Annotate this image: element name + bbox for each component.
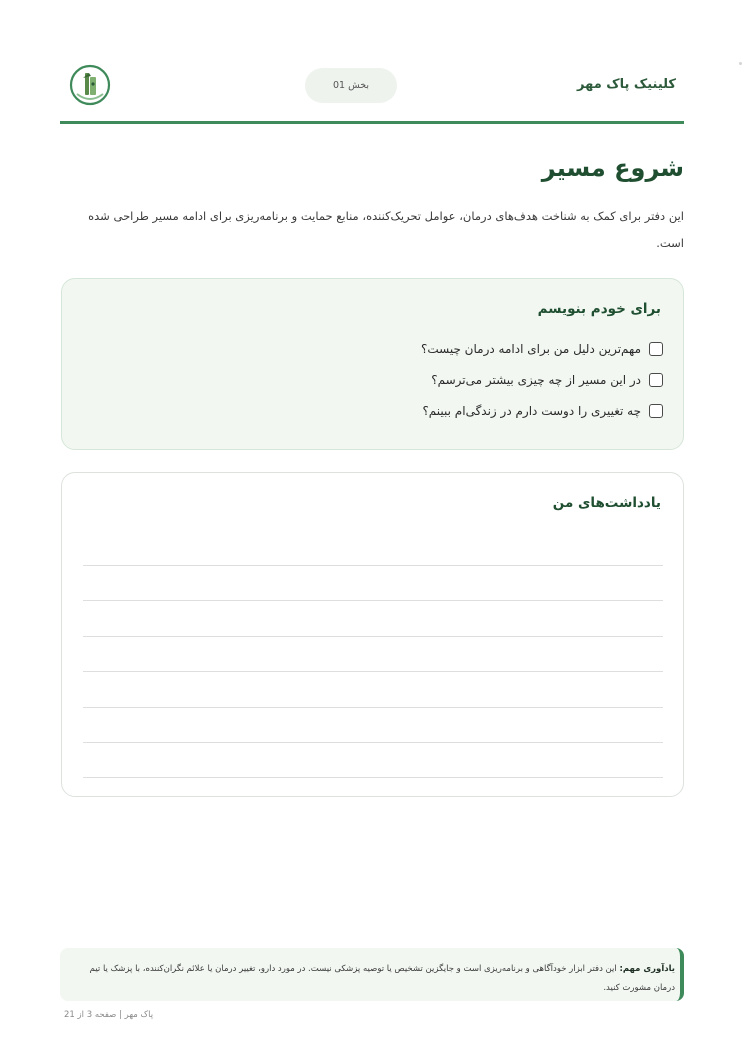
checkbox[interactable]	[649, 404, 663, 418]
reminder-box	[60, 948, 684, 1001]
corner-mark	[739, 62, 742, 65]
note-line[interactable]	[83, 777, 663, 778]
note-line[interactable]	[83, 600, 663, 601]
question-item[interactable]	[431, 370, 663, 390]
clinic-logo-icon	[69, 64, 111, 106]
section-badge: بخش 01	[305, 68, 397, 103]
note-line[interactable]	[83, 671, 663, 672]
question-text: مهم‌ترین دلیل من برای ادامه درمان چیست؟	[420, 342, 641, 356]
reminder-label: یادآوری مهم:	[619, 964, 675, 974]
notes-card-title: یادداشت‌های من	[552, 495, 661, 511]
question-item[interactable]	[421, 339, 663, 359]
self-card-title: برای خودم بنویسم	[537, 301, 661, 317]
page-footer: پاک مهر | صفحه 3 از 21	[64, 1010, 154, 1020]
note-line[interactable]	[83, 565, 663, 566]
reminder-text	[74, 960, 675, 998]
note-line[interactable]	[83, 707, 663, 708]
reminder-body: این دفتر ابزار خودآگاهی و برنامه‌ریزی است و جایگزین تشخیص یا توصیه پزشکی نیست. در مورد دارو، تغییر درمان یا علائم نگران‌کننده، با پزشک یا تیم درمان مشورت کنید.	[89, 964, 675, 993]
checkbox[interactable]	[649, 342, 663, 356]
header-divider	[60, 121, 684, 124]
intro-paragraph: این دفتر برای کمک به شناخت هدف‌های درمان، عوامل تحریک‌کننده، منابع حمایت و برنامه‌ریزی برای ادامه مسیر طراحی شده است.	[88, 209, 684, 250]
question-text: چه تغییری را دوست دارم در زندگی‌ام ببینم؟	[422, 404, 641, 418]
question-text: در این مسیر از چه چیزی بیشتر می‌ترسم؟	[431, 373, 641, 387]
page-header	[60, 60, 684, 124]
self-reflection-card	[61, 278, 684, 450]
page-title: شروع مسیر	[541, 154, 684, 182]
notes-card	[61, 472, 684, 797]
note-line[interactable]	[83, 636, 663, 637]
note-line[interactable]	[83, 742, 663, 743]
checkbox[interactable]	[649, 373, 663, 387]
question-item[interactable]	[422, 401, 663, 421]
clinic-name: کلینیک پاک مهر	[577, 77, 676, 92]
